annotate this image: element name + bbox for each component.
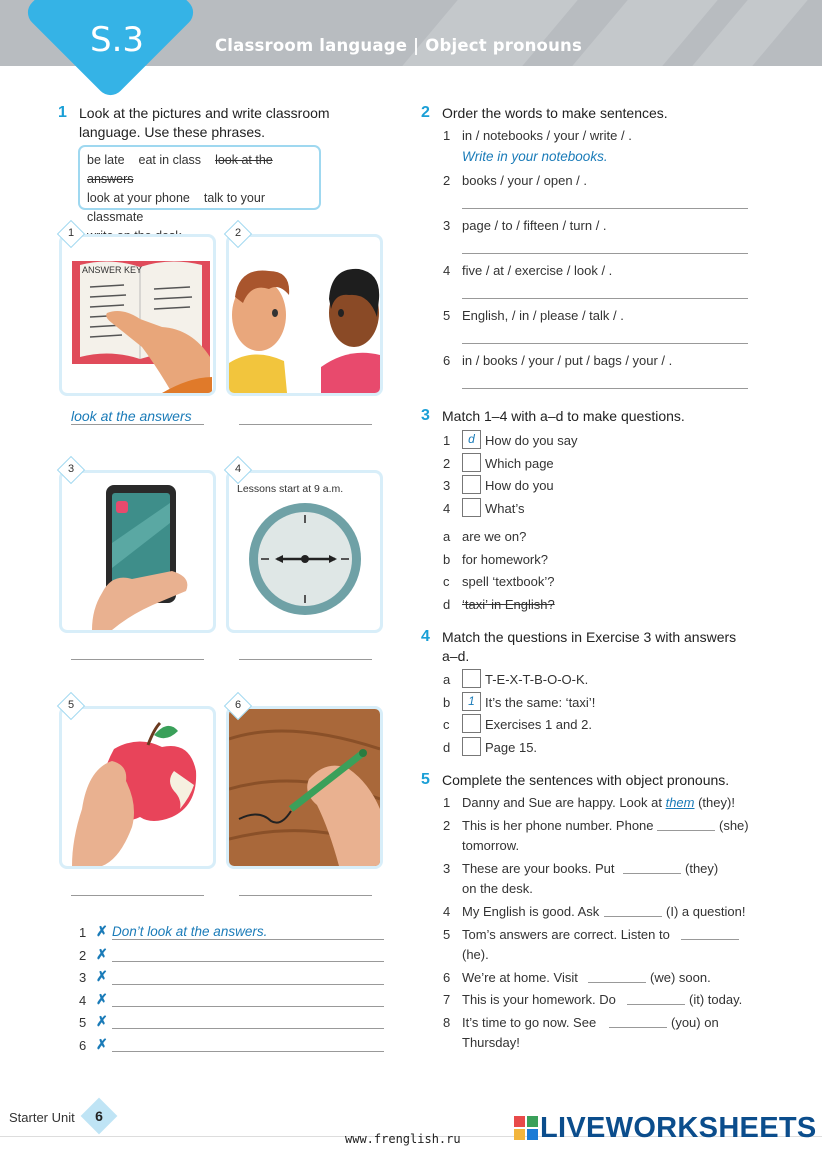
ending-letter: d: [443, 597, 451, 612]
ex5-sentence-6: We’re at home. Visit: [462, 970, 578, 985]
gap-line[interactable]: [609, 1027, 667, 1028]
ex2-item-num: 4: [443, 263, 451, 278]
ex5-sentence-4: My English is good. Ask: [462, 904, 600, 919]
ending-letter: a: [443, 529, 451, 544]
ex2-answer-1[interactable]: Write in your notebooks.: [462, 149, 608, 164]
phrase: eat in class: [138, 153, 202, 167]
neg-line-4[interactable]: [112, 1006, 384, 1007]
answer-line-2[interactable]: [239, 424, 372, 425]
neg-line-3[interactable]: [112, 984, 384, 985]
answer-text: Exercises 1 and 2.: [485, 717, 592, 732]
ex4-item-letter: a: [443, 672, 451, 687]
phrase-used: look at the answers: [87, 153, 273, 186]
picture-4: [226, 470, 383, 633]
hint: (I) a question!: [666, 904, 746, 919]
ex2-answer-line-6[interactable]: [462, 388, 748, 389]
answer-box[interactable]: [462, 475, 481, 494]
ex2-words: books / your / open / .: [462, 173, 588, 188]
answer-line-4[interactable]: [239, 659, 372, 660]
ex5-sentence-8: It’s time to go now. See: [462, 1015, 597, 1030]
unit-label: Starter Unit: [9, 1110, 75, 1125]
hint: (she): [719, 818, 749, 833]
cross-mark: ✗: [96, 1036, 108, 1052]
ex2-item-num: 3: [443, 218, 451, 233]
ex2-item-num: 5: [443, 308, 451, 323]
brand-name: LIVEWORKSHEETS: [540, 1112, 817, 1144]
gap-line[interactable]: [623, 873, 681, 874]
pronoun-answer[interactable]: them: [665, 795, 695, 810]
neg-num: 1: [79, 925, 87, 940]
neg-num: 5: [79, 1015, 87, 1030]
ex2-words: English, / in / please / talk / .: [462, 308, 624, 323]
neg-answer-1[interactable]: Don’t look at the answers.: [112, 924, 268, 939]
ex2-answer-line-4[interactable]: [462, 298, 748, 299]
phrase: look at your phone: [87, 191, 190, 205]
ex3-item-num: 2: [443, 456, 451, 471]
gap-line[interactable]: [627, 1004, 685, 1005]
ex2-item-num: 2: [443, 173, 451, 188]
neg-num: 4: [79, 993, 87, 1008]
ex3-item-num: 4: [443, 501, 451, 516]
neg-line-5[interactable]: [112, 1028, 384, 1029]
ex2-answer-line-2[interactable]: [462, 208, 748, 209]
ex2-item-num: 1: [443, 128, 451, 143]
answer-text: Page 15.: [485, 740, 538, 755]
writing-on-desk-illustration: [229, 709, 380, 866]
question-ending: spell ‘textbook’?: [462, 574, 555, 589]
liveworksheets-logo-icon: [514, 1116, 538, 1140]
sentence-continuation: on the desk.: [462, 881, 533, 896]
picture-number: 6: [224, 692, 252, 720]
ex5-sentence-3: These are your books. Put: [462, 861, 615, 876]
ex4-item-letter: d: [443, 740, 451, 755]
answer-text: It’s the same: ‘taxi’!: [485, 695, 596, 710]
ex1-instruction: Look at the pictures and write classroom language. Use these phrases.: [79, 105, 330, 140]
answer-line: [71, 424, 204, 425]
answer-box[interactable]: 1: [462, 692, 481, 711]
page-title: Classroom language | Object pronouns: [215, 36, 583, 55]
answer-line-6[interactable]: [239, 895, 372, 896]
hint: (we) soon.: [650, 970, 711, 985]
lesson-time-caption: Lessons start at 9 a.m.: [237, 483, 344, 495]
hint: (you) on: [671, 1015, 719, 1030]
question-start: How do you: [485, 478, 554, 493]
answer-line-3[interactable]: [71, 659, 204, 660]
question-ending: are we on?: [462, 529, 527, 544]
ending-letter: b: [443, 552, 451, 567]
neg-line: [112, 939, 384, 940]
phrase-box: [78, 145, 321, 224]
cross-mark: ✗: [96, 1013, 108, 1029]
question-ending-used: ‘taxi’ in English?: [462, 597, 555, 612]
answer-box[interactable]: [462, 737, 481, 756]
ex2-number: 2: [421, 104, 430, 121]
picture-3: [59, 470, 216, 633]
picture-number: 5: [57, 692, 85, 720]
ending-letter: c: [443, 574, 450, 589]
question-ending: for homework?: [462, 552, 548, 567]
picture-1: [59, 234, 216, 396]
gap-line[interactable]: [604, 916, 662, 917]
ex2-words: in / books / your / put / bags / your / .: [462, 353, 673, 368]
picture-number: 1: [57, 220, 85, 248]
hint: (they): [685, 861, 719, 876]
ex1-number: 1: [58, 104, 67, 121]
neg-line-6[interactable]: [112, 1051, 384, 1052]
answer-1[interactable]: look at the answers: [71, 408, 192, 424]
answer-text: T-E-X-T-B-O-O-K.: [485, 672, 589, 687]
neg-num: 6: [79, 1038, 87, 1053]
ex2-answer-line-5[interactable]: [462, 343, 748, 344]
ex2-words: in / notebooks / your / write / .: [462, 128, 632, 143]
answer-box[interactable]: [462, 714, 481, 733]
ex2-item-num: 6: [443, 353, 451, 368]
answer-box[interactable]: [462, 498, 481, 517]
gap-line[interactable]: [657, 830, 715, 831]
answer-box[interactable]: [462, 453, 481, 472]
ex5-number: 5: [421, 771, 430, 788]
book-label: ANSWER KEY: [82, 265, 143, 275]
cross-mark: ✗: [96, 923, 108, 939]
answer-line-5[interactable]: [71, 895, 204, 896]
ex4-item-letter: b: [443, 695, 451, 710]
ex5-instruction: Complete the sentences with object pronouns.: [442, 772, 730, 788]
hint: (it) today.: [689, 992, 743, 1007]
neg-line-2[interactable]: [112, 961, 384, 962]
picture-5: [59, 706, 216, 869]
picture-number: 4: [224, 456, 252, 484]
ex3-instruction: Match 1–4 with a–d to make questions.: [442, 408, 685, 424]
ex5-item-num: 3: [443, 861, 451, 876]
ex5-item-num: 1: [443, 795, 451, 810]
ex5-sentence-2: This is her phone number. Phone: [462, 818, 654, 833]
sentence-continuation: Thursday!: [462, 1035, 520, 1050]
ex2-words: page / to / fifteen / turn / .: [462, 218, 607, 233]
phone-illustration: [62, 473, 213, 630]
ex5-item-num: 5: [443, 927, 451, 942]
picture-6: [226, 706, 383, 869]
ex5-sentence-7: This is your homework. Do: [462, 992, 616, 1007]
neg-num: 2: [79, 948, 87, 963]
cross-mark: ✗: [96, 946, 108, 962]
ex5-item-num: 7: [443, 992, 451, 1007]
apple-illustration: [62, 709, 213, 866]
answer-box[interactable]: d: [462, 430, 481, 449]
clock-illustration: [229, 473, 380, 630]
neg-num: 3: [79, 970, 87, 985]
picture-number: 2: [224, 220, 252, 248]
gap-line[interactable]: [681, 939, 739, 940]
ex5-item-num: 2: [443, 818, 451, 833]
picture-number: 3: [57, 456, 85, 484]
question-start: What’s: [485, 501, 525, 516]
ex5-item-num: 8: [443, 1015, 451, 1030]
question-start: Which page: [485, 456, 554, 471]
picture-2: [226, 234, 383, 396]
unit-code: S.3: [90, 20, 145, 60]
gap-line[interactable]: [588, 982, 646, 983]
ex4-number: 4: [421, 628, 430, 645]
ex3-number: 3: [421, 407, 430, 424]
ex2-answer-line-3[interactable]: [462, 253, 748, 254]
phrase: be late: [87, 153, 125, 167]
ex5-item-num: 4: [443, 904, 451, 919]
ex5-sentence-5: Tom’s answers are correct. Listen to: [462, 927, 670, 942]
ex4-instruction: Match the questions in Exercise 3 with answers a–d.: [442, 629, 737, 664]
book-illustration: [62, 237, 213, 393]
students-talking-illustration: [229, 237, 380, 393]
cross-mark: ✗: [96, 991, 108, 1007]
ex5-sentence-1: Danny and Sue are happy. Look at them (they)!: [462, 795, 735, 810]
ex2-instruction: Order the words to make sentences.: [442, 105, 668, 121]
page-number: 6: [95, 1108, 103, 1124]
ex3-item-num: 3: [443, 478, 451, 493]
ex3-item-num: 1: [443, 433, 451, 448]
answer-box[interactable]: [462, 669, 481, 688]
question-start: How do you say: [485, 433, 578, 448]
ex2-words: five / at / exercise / look / .: [462, 263, 613, 278]
cross-mark: ✗: [96, 968, 108, 984]
sentence-continuation: (he).: [462, 947, 489, 962]
source-url: www.frenglish.ru: [345, 1132, 461, 1146]
ex5-item-num: 6: [443, 970, 451, 985]
ex4-item-letter: c: [443, 717, 450, 732]
sentence-continuation: tomorrow.: [462, 838, 520, 853]
phrase: talk to your classmate: [87, 191, 265, 224]
